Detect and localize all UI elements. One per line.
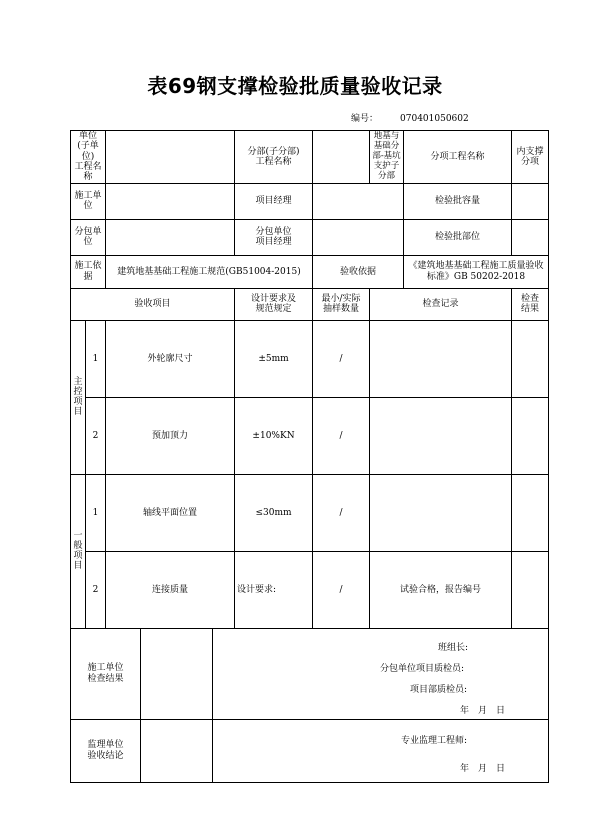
supervise-label: 监理单位 验收结论 — [71, 719, 213, 782]
accept-basis-label: 验收依据 — [313, 255, 404, 288]
location-value[interactable] — [512, 219, 549, 255]
accept-basis-value: 《建筑地基基础工程施工质量验收标准》GB 50202-2018 — [404, 255, 549, 288]
location-label: 检验批部位 — [404, 219, 512, 255]
engineer-label: 专业监理工程师: — [401, 735, 468, 746]
unit-value[interactable] — [106, 131, 235, 184]
part-value-spacer — [313, 131, 370, 184]
col-sample: 最小/实际 抽样数量 — [313, 288, 370, 320]
general-2-name: 连接质量 — [106, 551, 235, 628]
general-1-record[interactable] — [370, 474, 512, 551]
pm-value[interactable] — [313, 183, 404, 219]
sub-pm-label: 分包单位 项目经理 — [235, 219, 313, 255]
general-1-result[interactable] — [512, 474, 549, 551]
main-2-sample[interactable]: / — [313, 397, 370, 474]
sub-inspector-label: 分包单位项目质检员: — [380, 663, 465, 674]
supervise-sign[interactable] — [213, 719, 549, 782]
main-1-name: 外轮廓尺寸 — [106, 320, 235, 397]
general-2-design: 设计要求: — [235, 551, 313, 628]
construct-date: 年 月 日 — [460, 705, 506, 716]
main-1-design: ±5mm — [235, 320, 313, 397]
general-2-record[interactable]: 试验合格，报告编号 — [370, 551, 512, 628]
main-1-result[interactable] — [512, 320, 549, 397]
general-1-design: ≤30mm — [235, 474, 313, 551]
sub-unit-label: 分包单位 — [71, 219, 106, 255]
form-code — [351, 111, 469, 124]
main-1-no: 1 — [86, 320, 106, 397]
general-2-no: 2 — [86, 551, 106, 628]
main-2-name: 预加顶力 — [106, 397, 235, 474]
item-value: 内支撑分项 — [512, 131, 549, 184]
general-2-sample[interactable]: / — [313, 551, 370, 628]
main-2-design: ±10%KN — [235, 397, 313, 474]
general-row-2 — [71, 551, 549, 628]
pm-label: 项目经理 — [235, 183, 313, 219]
supervise-date: 年 月 日 — [460, 763, 506, 774]
basis-value: 建筑地基基础工程施工规范(GB51004-2015) — [106, 255, 313, 288]
main-2-no: 2 — [86, 397, 106, 474]
item-label: 分项工程名称 — [404, 131, 512, 184]
main-1-record[interactable] — [370, 320, 512, 397]
sub-unit-value[interactable] — [106, 219, 235, 255]
general-1-sample[interactable]: / — [313, 474, 370, 551]
col-record: 检查记录 — [370, 288, 512, 320]
main-2-result[interactable] — [512, 397, 549, 474]
col-result: 检查 结果 — [512, 288, 549, 320]
main-2-record[interactable] — [370, 397, 512, 474]
dept-inspector-label: 项目部质检员: — [410, 684, 468, 695]
general-1-no: 1 — [86, 474, 106, 551]
code-value: 070401050602 — [400, 114, 469, 124]
part-label: 分部(子分部) 工程名称 — [235, 131, 313, 184]
main-row-1 — [71, 320, 549, 397]
general-2-result[interactable] — [512, 551, 549, 628]
main-row-2 — [71, 397, 549, 474]
leader-label: 班组长: — [438, 642, 469, 653]
sub-pm-value[interactable] — [313, 219, 404, 255]
general-1-name: 轴线平面位置 — [106, 474, 235, 551]
col-design: 设计要求及 规范规定 — [235, 288, 313, 320]
code-label: 编号： — [351, 114, 379, 124]
unit-label: 单位(子单位) 工程名称 — [71, 131, 106, 184]
construct-check-sign[interactable] — [213, 628, 549, 719]
construct-unit-value[interactable] — [106, 183, 235, 219]
capacity-value[interactable] — [512, 183, 549, 219]
part-value: 地基与基础分部-基坑支护子分部 — [370, 131, 404, 184]
col-item: 验收项目 — [71, 288, 235, 320]
general-row-1 — [71, 474, 549, 551]
inspection-form — [70, 130, 549, 783]
main-label: 主控项目 — [71, 320, 86, 474]
basis-label: 施工依据 — [71, 255, 106, 288]
construct-unit-label: 施工单位 — [71, 183, 106, 219]
general-label: 一般项目 — [71, 474, 86, 628]
construct-check-label: 施工单位 检查结果 — [71, 628, 213, 719]
page-title: 表69钢支撑检验批质量验收记录 — [147, 74, 443, 98]
capacity-label: 检验批容量 — [404, 183, 512, 219]
main-1-sample[interactable]: / — [313, 320, 370, 397]
